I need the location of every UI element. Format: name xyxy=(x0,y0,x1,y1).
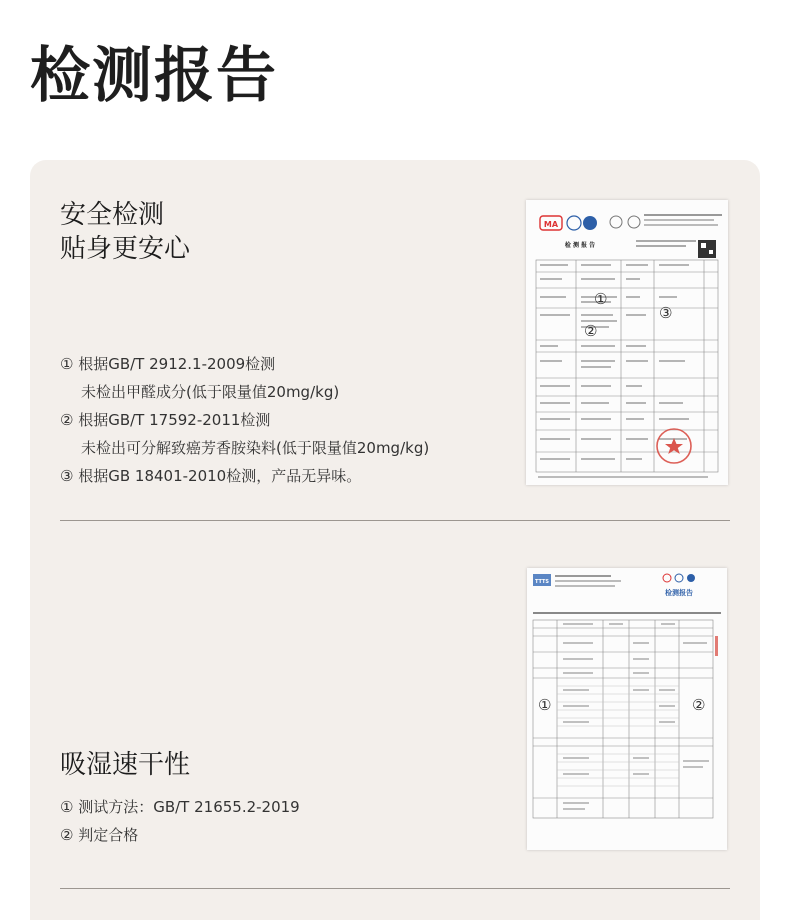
report-mark-1: ① xyxy=(538,696,552,714)
section-divider xyxy=(60,888,730,889)
section2-item-list xyxy=(60,793,300,849)
ma-seal-text: MA xyxy=(543,220,559,229)
safety-test-report-image xyxy=(526,200,728,485)
section1-heading-line2: 贴身更安心 xyxy=(60,234,191,264)
report-heading: 检测报告 xyxy=(665,589,693,597)
section2-item: ① 测试方法：GB/T 21655.2-2019 xyxy=(60,798,300,816)
section1-item: 未检出可分解致癌芳香胺染料(低于限量值20mg/kg) xyxy=(81,439,430,457)
section1-item: 未检出甲醛成分(低于限量值20mg/kg) xyxy=(81,383,340,401)
quick-dry-test-report-image xyxy=(527,568,727,850)
section-divider xyxy=(60,520,730,521)
section1-item: ① 根据GB/T 2912.1-2009检测 xyxy=(60,355,276,373)
report-mark-3: ③ xyxy=(659,304,673,322)
section2-heading: 吸湿速干性 xyxy=(60,750,191,780)
section2-item: ② 判定合格 xyxy=(60,826,139,844)
section1-item: ③ 根据GB 18401-2010检测，产品无异味。 xyxy=(60,467,362,485)
section1-item-list xyxy=(60,350,429,490)
section1-heading-line1: 安全检测 xyxy=(60,200,165,230)
report-mark-1: ① xyxy=(594,290,608,308)
report-mark-2: ② xyxy=(692,696,706,714)
report-mark-2: ② xyxy=(584,322,598,340)
ttts-logo-text: TTTS xyxy=(534,579,550,585)
report-heading: 检 测 报 告 xyxy=(564,242,596,249)
section1-item: ② 根据GB/T 17592-2011检测 xyxy=(60,411,271,429)
page-title: 检测报告 xyxy=(30,41,278,111)
content-panel xyxy=(30,160,760,920)
